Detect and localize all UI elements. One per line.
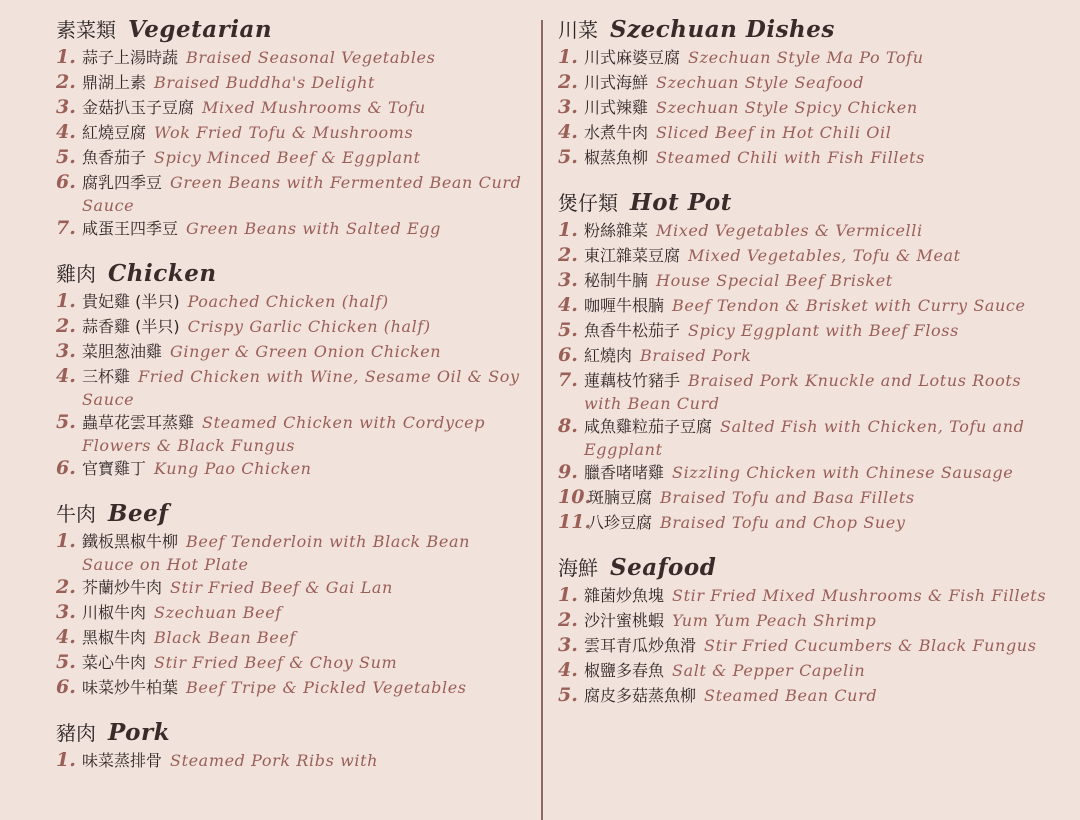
item-name-chinese: 咸魚雞粒茄子豆腐 [584,417,713,436]
item-number: 4. [558,294,578,316]
item-number: 2. [56,71,76,93]
item-name-english: Steamed Chili with Fish Fillets [656,148,925,167]
item-text [82,576,526,599]
item-name-english: Sizzling Chicken with Chinese Sausage [672,463,1014,482]
menu-section [56,14,526,242]
item-name-chinese: 水煮牛肉 [584,123,649,142]
section-title-english: Vegetarian [128,16,273,43]
menu-item [56,96,526,121]
item-name-chinese: 川椒牛肉 [82,603,147,622]
item-name-english: Mixed Vegetables, Tofu & Meat [688,246,961,265]
menu-item [56,411,526,457]
item-text [82,290,526,313]
item-name-english: Poached Chicken (half) [187,292,389,311]
item-number: 7. [558,369,578,391]
menu-item [558,461,1058,486]
item-name-chinese: 咖喱牛根腩 [584,296,665,315]
item-text [584,71,1058,94]
menu-item [558,269,1058,294]
section-title-chinese: 海鮮 [558,556,598,580]
item-number: 6. [558,344,578,366]
item-text [584,369,1058,415]
menu-section [56,717,526,774]
item-number: 4. [558,659,578,681]
menu-section [558,14,1058,171]
item-number: 3. [558,96,578,118]
item-number: 4. [56,365,76,387]
menu-item [56,457,526,482]
menu-item [558,634,1058,659]
item-name-english: Mixed Vegetables & Vermicelli [656,221,923,240]
item-number: 1. [558,46,578,68]
item-text [588,486,1058,509]
item-text [82,146,526,169]
item-number: 1. [558,219,578,241]
item-name-english: Stir Fried Mixed Mushrooms & Fish Fillets [672,586,1047,605]
item-number: 4. [56,121,76,143]
section-title-english: Hot Pot [630,189,732,216]
menu-item [558,684,1058,709]
item-number: 3. [558,634,578,656]
menu-section [558,552,1058,709]
item-text [584,584,1058,607]
item-name-english: Szechuan Style Ma Po Tofu [688,48,924,67]
menu-item [558,146,1058,171]
item-name-chinese: 味菜炒牛柏葉 [82,678,179,697]
item-number: 7. [56,217,76,239]
item-name-english: Wok Fried Tofu & Mushrooms [154,123,414,142]
item-text [82,651,526,674]
menu-item [558,369,1058,415]
section-title-english: Chicken [108,260,217,287]
item-name-chinese: 蟲草花雲耳蒸雞 [82,413,195,432]
item-number: 6. [56,171,76,193]
item-name-english: Salt & Pepper Capelin [672,661,866,680]
item-name-english: Braised Seasonal Vegetables [186,48,436,67]
item-name-chinese: 腐乳四季豆 [82,173,163,192]
item-text [82,676,526,699]
item-name-chinese: 味菜蒸排骨 [82,751,163,770]
item-text [584,609,1058,632]
item-name-english: Braised Buddha's Delight [154,73,376,92]
item-text [82,601,526,624]
item-name-chinese: 黑椒牛肉 [82,628,147,647]
item-number: 6. [56,676,76,698]
item-text [82,217,526,240]
item-text [584,121,1058,144]
item-name-english: Stir Fried Beef & Choy Sum [154,653,398,672]
menu-item [558,511,1058,536]
item-name-chinese: 魚香牛松茄子 [584,321,681,340]
item-text [82,121,526,144]
item-name-english: Spicy Eggplant with Beef Floss [688,321,959,340]
section-heading [558,187,1058,219]
item-text [82,171,526,217]
item-text [82,315,526,338]
item-text [82,411,526,457]
item-name-english: Stir Fried Beef & Gai Lan [170,578,393,597]
menu-section [558,187,1058,536]
item-number: 3. [56,340,76,362]
menu-item [558,219,1058,244]
item-number: 5. [558,146,578,168]
item-text [584,269,1058,292]
menu-item [558,96,1058,121]
item-name-english: Salted Fish with Chicken, Tofu and Eggplant [584,417,1025,459]
item-name-chinese: 斑腩豆腐 [588,488,653,507]
item-name-english: Sliced Beef in Hot Chili Oil [656,123,892,142]
right-column [558,14,1058,725]
section-title-english: Beef [108,500,169,527]
item-name-chinese: 咸蛋王四季豆 [82,219,179,238]
menu-item [56,626,526,651]
item-text [584,684,1058,707]
section-title-english: Szechuan Dishes [610,16,835,43]
menu-item [56,121,526,146]
item-number: 4. [56,626,76,648]
item-text [584,634,1058,657]
item-name-english: Beef Tenderloin with Black Bean Sauce on Hot Plate [82,532,470,574]
item-name-chinese: 菜心牛肉 [82,653,147,672]
item-number: 11. [558,511,592,533]
menu-item [558,46,1058,71]
menu-item [56,576,526,601]
item-number: 3. [558,269,578,291]
item-name-english: Braised Tofu and Chop Suey [660,513,906,532]
item-name-chinese: 金菇扒玉子豆腐 [82,98,195,117]
menu-item [558,121,1058,146]
menu-item [56,146,526,171]
item-text [584,659,1058,682]
item-number: 2. [558,244,578,266]
item-name-english: Beef Tendon & Brisket with Curry Sauce [672,296,1026,315]
item-text [584,319,1058,342]
item-name-chinese: 椒蒸魚柳 [584,148,649,167]
item-number: 5. [56,651,76,673]
menu-item [558,294,1058,319]
item-name-english: Spicy Minced Beef & Eggplant [154,148,421,167]
item-text [584,46,1058,69]
item-number: 8. [558,415,578,437]
item-name-chinese: 川式辣雞 [584,98,649,117]
item-number: 3. [56,601,76,623]
item-text [584,461,1058,484]
item-name-english: Braised Pork [640,346,752,365]
item-name-chinese: 芥蘭炒牛肉 [82,578,163,597]
item-name-english: Fried Chicken with Wine, Sesame Oil & Soy Sauce [82,367,520,409]
item-name-chinese: 蒜香雞 (半只) [82,317,180,336]
item-text [584,96,1058,119]
item-text [82,96,526,119]
item-name-chinese: 腐皮多菇蒸魚柳 [584,686,697,705]
item-number: 5. [558,684,578,706]
item-number: 5. [56,146,76,168]
item-name-english: Steamed Pork Ribs with [170,751,379,770]
menu-item [56,171,526,217]
section-title-chinese: 川菜 [558,18,598,42]
item-number: 9. [558,461,578,483]
menu-section [56,258,526,482]
left-column [56,14,526,790]
item-text [82,530,526,576]
item-name-english: Szechuan Style Seafood [656,73,865,92]
item-name-english: Beef Tripe & Pickled Vegetables [186,678,467,697]
section-title-chinese: 雞肉 [56,262,96,286]
item-text [82,749,526,772]
item-number: 6. [56,457,76,479]
menu-item [56,651,526,676]
item-number: 2. [558,609,578,631]
section-title-chinese: 牛肉 [56,502,96,526]
menu-item [56,749,526,774]
item-name-english: Braised Tofu and Basa Fillets [660,488,915,507]
menu-item [56,71,526,96]
item-name-chinese: 蓮藕枝竹豬手 [584,371,681,390]
item-text [584,219,1058,242]
menu-item [558,415,1058,461]
item-name-english: Braised Pork Knuckle and Lotus Roots with Bean Curd [584,371,1022,413]
section-heading [558,552,1058,584]
item-name-english: House Special Beef Brisket [656,271,893,290]
item-name-chinese: 八珍豆腐 [588,513,653,532]
item-number: 5. [558,319,578,341]
item-name-english: Steamed Chicken with Cordycep Flowers & Black Fungus [82,413,486,455]
item-text [584,344,1058,367]
item-number: 1. [56,46,76,68]
section-heading [558,14,1058,46]
item-name-chinese: 官寶雞丁 [82,459,147,478]
item-text [82,340,526,363]
item-name-english: Szechuan Beef [154,603,282,622]
item-text [82,457,526,480]
item-name-english: Steamed Bean Curd [704,686,878,705]
menu-item [56,365,526,411]
item-number: 3. [56,96,76,118]
menu-item [56,46,526,71]
section-title-english: Pork [108,719,171,746]
item-text [584,244,1058,267]
item-name-english: Crispy Garlic Chicken (half) [187,317,431,336]
item-name-english: Ginger & Green Onion Chicken [170,342,442,361]
section-heading [56,258,526,290]
item-name-english: Black Bean Beef [154,628,296,647]
item-name-chinese: 川式海鮮 [584,73,649,92]
menu-item [558,244,1058,269]
item-name-chinese: 東江雜菜豆腐 [584,246,681,265]
item-number: 1. [56,530,76,552]
item-name-chinese: 沙汁蜜桃蝦 [584,611,665,630]
item-number: 2. [558,71,578,93]
item-text [588,511,1058,534]
item-name-chinese: 川式麻婆豆腐 [584,48,681,67]
item-name-chinese: 臘香啫啫雞 [584,463,665,482]
menu-item [558,659,1058,684]
item-name-chinese: 菜胆葱油雞 [82,342,163,361]
item-number: 1. [56,749,76,771]
item-name-english: Green Beans with Fermented Bean Curd Sauce [82,173,522,215]
section-title-chinese: 豬肉 [56,721,96,745]
menu-item [56,315,526,340]
item-number: 4. [558,121,578,143]
menu-item [558,609,1058,634]
item-text [82,365,526,411]
menu-item [56,290,526,315]
item-number: 1. [56,290,76,312]
section-title-english: Seafood [610,554,717,581]
item-name-chinese: 鐵板黑椒牛柳 [82,532,179,551]
menu-item [558,584,1058,609]
menu-item [56,601,526,626]
column-divider [541,20,543,820]
item-number: 2. [56,576,76,598]
menu-item [56,217,526,242]
item-text [584,415,1058,461]
item-text [82,626,526,649]
item-name-chinese: 粉絲雜菜 [584,221,649,240]
item-text [584,146,1058,169]
item-name-english: Yum Yum Peach Shrimp [672,611,877,630]
menu-item [558,486,1058,511]
menu-item [56,530,526,576]
item-name-chinese: 紅燒肉 [584,346,633,365]
item-text [82,46,526,69]
section-title-chinese: 煲仔類 [558,191,618,215]
item-number: 2. [56,315,76,337]
item-text [82,71,526,94]
item-name-chinese: 貴妃雞 (半只) [82,292,180,311]
item-name-english: Green Beans with Salted Egg [186,219,441,238]
item-name-chinese: 蒜子上湯時蔬 [82,48,179,67]
item-name-english: Kung Pao Chicken [154,459,312,478]
item-text [584,294,1058,317]
item-number: 5. [56,411,76,433]
menu-item [558,344,1058,369]
item-name-chinese: 秘制牛腩 [584,271,649,290]
item-name-english: Mixed Mushrooms & Tofu [202,98,426,117]
menu-section [56,498,526,701]
item-name-chinese: 鼎湖上素 [82,73,147,92]
item-name-chinese: 三杯雞 [82,367,131,386]
item-number: 10. [558,486,592,508]
item-name-chinese: 雲耳青瓜炒魚滑 [584,636,697,655]
item-name-chinese: 雜菌炒魚塊 [584,586,665,605]
menu-item [558,319,1058,344]
menu-item [56,340,526,365]
menu-item [56,676,526,701]
item-name-chinese: 魚香茄子 [82,148,147,167]
item-name-chinese: 紅燒豆腐 [82,123,147,142]
item-name-chinese: 椒鹽多春魚 [584,661,665,680]
section-heading [56,498,526,530]
item-name-english: Stir Fried Cucumbers & Black Fungus [704,636,1037,655]
menu-item [558,71,1058,96]
item-number: 1. [558,584,578,606]
section-heading [56,717,526,749]
section-title-chinese: 素菜類 [56,18,116,42]
item-name-english: Szechuan Style Spicy Chicken [656,98,918,117]
section-heading [56,14,526,46]
